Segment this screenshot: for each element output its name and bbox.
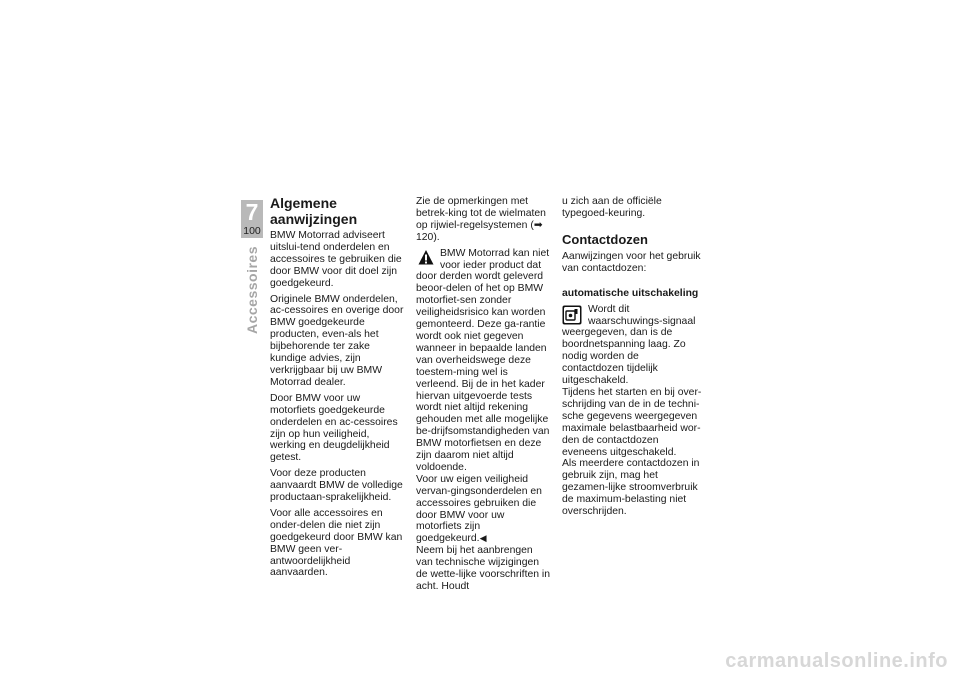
warning-block bbox=[416, 248, 552, 546]
warning-paragraph: BMW Motorrad kan niet voor ieder product dat door derden wordt geleverd beoor-delen of het op BMW motorfiet-sen zonder veiligheidsrisico kan worden gemonteerd. Deze ga-rantie wordt ook niet gegeven wanneer in bepaalde landen van overheidswege deze toestem-ming wel is verleend. Bij de in het kader hiervan uitgevoerde tests wordt niet altijd rekening gehouden met alle mogelijke be-drijfsomstandigheden van BMW motorfietsen en deze zijn daarom niet altijd voldoende. bbox=[416, 247, 550, 473]
wheel-size-note bbox=[416, 196, 552, 244]
section-heading-general: Algemene aanwijzingen bbox=[270, 195, 358, 227]
watermark: carmanualsonline.info bbox=[725, 650, 948, 672]
page-reference[interactable]: (➡ 120). bbox=[416, 219, 543, 243]
end-of-warning-icon: ◀ bbox=[479, 533, 487, 544]
paragraph: Neem bij het aanbrengen van technische wijzigingen de wette-lijke voorschriften in acht. Houdt bbox=[416, 545, 550, 592]
paragraph: BMW Motorrad adviseert uitslui-tend onderdelen en accessoires te gebruiken die door BMW voor dit doel zijn goedgekeurd. bbox=[270, 230, 402, 289]
paragraph: u zich aan de officiële typegoed-keuring. bbox=[562, 196, 662, 219]
paragraph: Voor alle accessoires en onder-delen die niet zijn goedgekeurd door BMW kan BMW geen ver-antwoordelijkheid aanvaarden. bbox=[270, 507, 403, 579]
chapter-title: Accessoires bbox=[244, 246, 260, 335]
chapter-number: 7 bbox=[245, 199, 259, 225]
column-1 bbox=[270, 196, 408, 579]
reference-arrow-icon: ➡ bbox=[533, 219, 543, 231]
info-block bbox=[562, 304, 702, 387]
column-2 bbox=[416, 196, 552, 593]
subheading-auto-shutoff: automatische uitschakeling bbox=[562, 287, 699, 299]
warning-triangle-icon bbox=[418, 249, 434, 266]
paragraph: Door BMW voor uw motorfiets goedgekeurde onderdelen en ac-cessoires zijn op hun veiligheid, werking en deugdelijkheid getest. bbox=[270, 392, 398, 464]
section-heading-sockets: Contactdozen bbox=[562, 231, 648, 247]
paragraph: Als meerdere contactdozen in gebruik zijn, mag het gezamen-lijke stroomverbruik de maximum-belasting niet overschrijden. bbox=[562, 458, 700, 518]
paragraph: Originele BMW onderdelen, ac-cessoires en overige door BMW goedgekeurde producten, even-als het bijbehorende ter zake kundige advies, zijn verkrijgbaar bij uw BMW Motorrad dealer. bbox=[270, 293, 404, 388]
info-paragraph: Wordt dit waarschuwings-signaal weergegeven, dan is de boordnetspanning laag. Zo nodig worden de contactdozen tijdelijk uitgeschakeld. bbox=[562, 303, 696, 387]
wheel-size-note-text: Zie de opmerkingen met betrek-king tot de wielmaten op rijwiel-regelsystemen bbox=[416, 196, 546, 231]
paragraph: Voor deze producten aanvaardt BMW de volledige productaan-sprakelijkheid. bbox=[270, 468, 403, 504]
paragraph: Tijdens het starten en bij over-schrijding van de in de techni-sche gegevens weergegeven maximale belastbaarheid wor-den de contactdozen eveneens uitgeschakeld. bbox=[562, 386, 702, 458]
page-number: 100 bbox=[243, 225, 261, 237]
socket-warning-icon bbox=[562, 305, 582, 325]
warning-paragraph-text: Voor uw eigen veiligheid vervan-gingsonderdelen en accessoires gebruiken die door BMW voor uw motorfiets zijn goedgekeurd. bbox=[416, 473, 542, 545]
reference-page: 120). bbox=[416, 231, 440, 243]
warning-paragraph bbox=[416, 474, 552, 545]
paragraph: Aanwijzingen voor het gebruik van contactdozen: bbox=[562, 250, 701, 274]
column-3 bbox=[562, 196, 702, 518]
